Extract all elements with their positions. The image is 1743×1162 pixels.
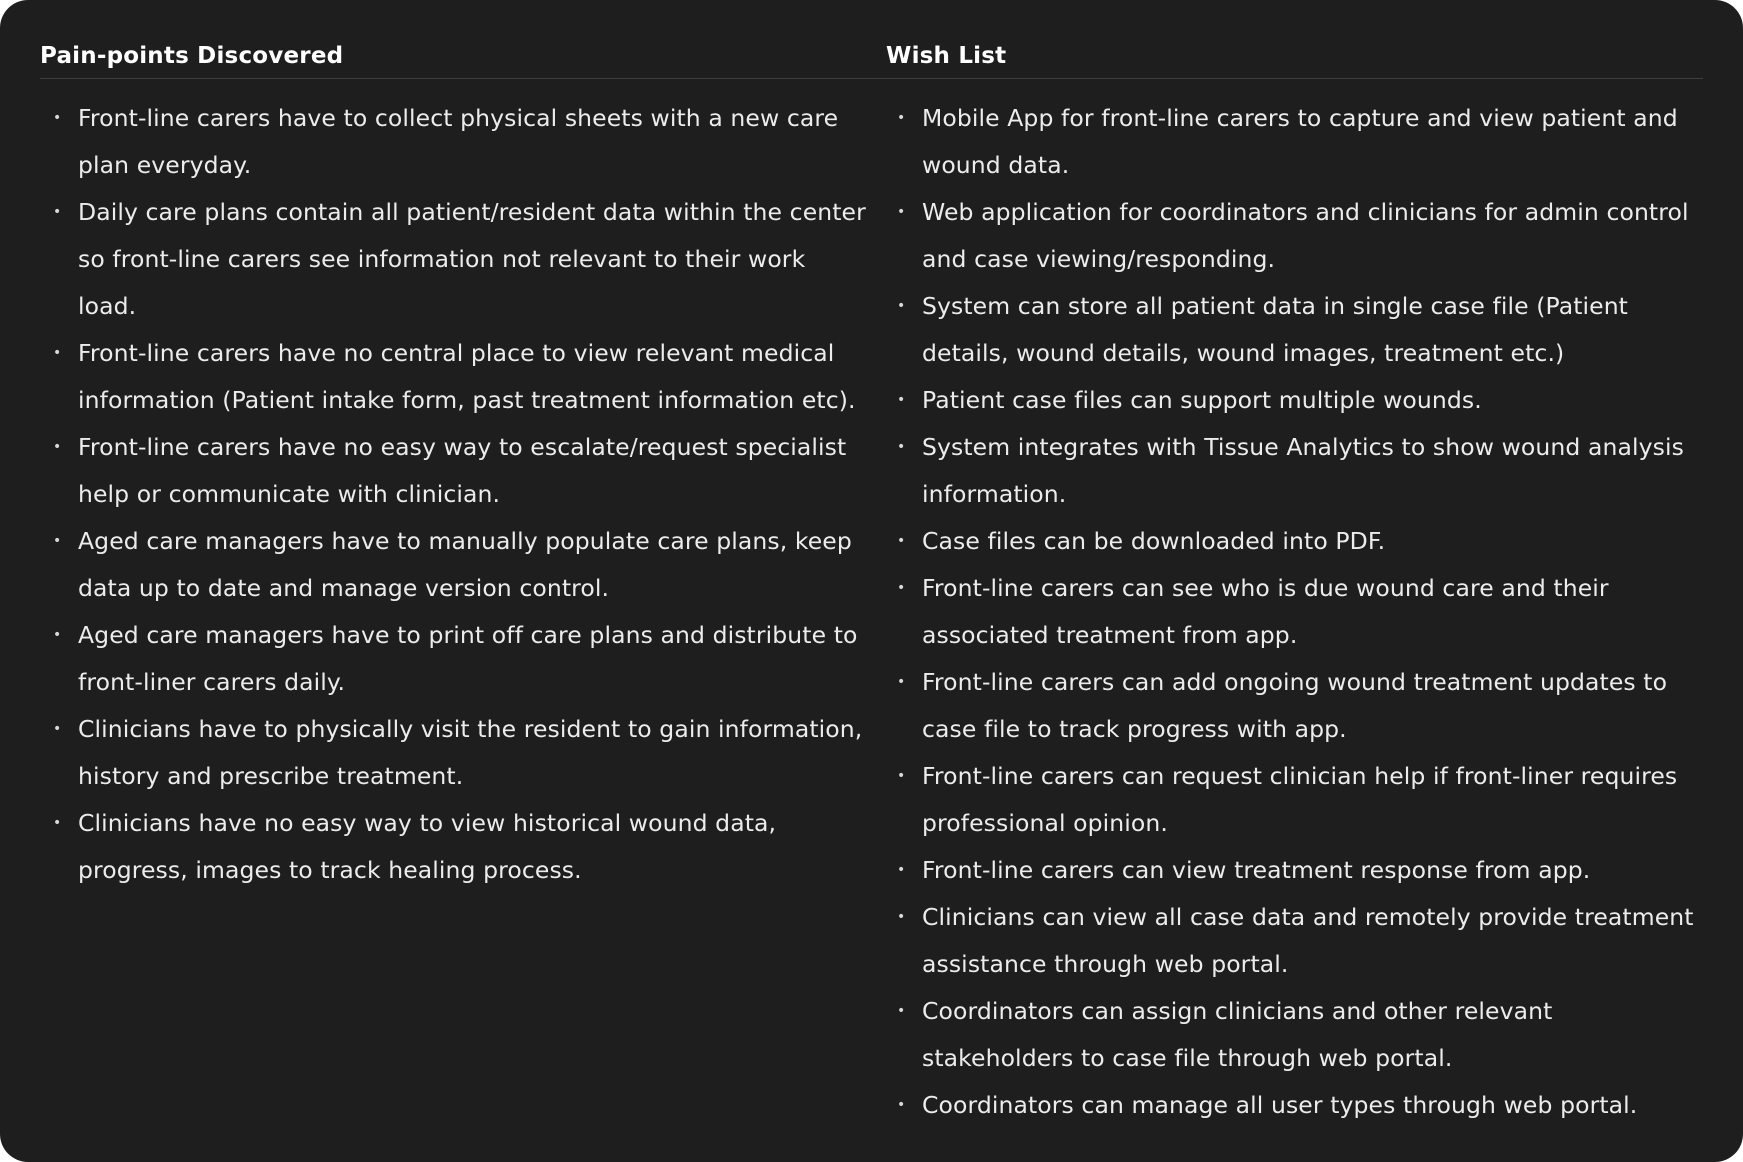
list-item	[886, 894, 1703, 988]
list-item	[886, 95, 1703, 189]
list-item	[40, 612, 866, 706]
list-item	[886, 189, 1703, 283]
bullet-icon: •	[897, 1097, 906, 1113]
wish-list-header: Wish List	[886, 40, 1703, 79]
bullet-icon: •	[53, 533, 62, 549]
bullet-icon: •	[897, 204, 906, 220]
list-item-text: Clinicians have no easy way to view historical wound data, progress, images to track healing process.	[78, 809, 777, 884]
list-item-text: Front-line carers can view treatment response from app.	[922, 856, 1591, 884]
bullet-icon: •	[53, 721, 62, 737]
bullet-icon: •	[897, 1003, 906, 1019]
pain-points-list	[40, 95, 866, 894]
bullet-icon: •	[897, 392, 906, 408]
bullet-icon: •	[897, 110, 906, 126]
list-item	[886, 753, 1703, 847]
list-item-text: Patient case files can support multiple wounds.	[922, 386, 1482, 414]
list-item-text: Coordinators can manage all user types through web portal.	[922, 1091, 1638, 1119]
bullet-icon: •	[53, 345, 62, 361]
bullet-icon: •	[53, 110, 62, 126]
bullet-icon: •	[897, 862, 906, 878]
list-item-text: Front-line carers have to collect physical sheets with a new care plan everyday.	[78, 104, 839, 179]
list-item-text: Clinicians can view all case data and remotely provide treatment assistance through web portal.	[922, 903, 1694, 978]
list-item	[40, 424, 866, 518]
wish-list-column	[886, 40, 1703, 1129]
bullet-icon: •	[897, 533, 906, 549]
list-item-text: Front-line carers have no central place to view relevant medical information (Patient intake form, past treatment information etc).	[78, 339, 856, 414]
comparison-table	[40, 40, 1703, 1129]
list-item-text: System integrates with Tissue Analytics to show wound analysis information.	[922, 433, 1684, 508]
list-item	[40, 95, 866, 189]
bullet-icon: •	[53, 439, 62, 455]
list-item	[886, 283, 1703, 377]
bullet-icon: •	[53, 627, 62, 643]
bullet-icon: •	[897, 674, 906, 690]
wish-list	[886, 95, 1703, 1129]
list-item	[886, 988, 1703, 1082]
list-item	[886, 424, 1703, 518]
list-item	[40, 189, 866, 330]
list-item-text: Aged care managers have to manually populate care plans, keep data up to date and manage version control.	[78, 527, 852, 602]
list-item-text: Front-line carers can add ongoing wound treatment updates to case file to track progress with app.	[922, 668, 1668, 743]
list-item	[886, 518, 1703, 565]
list-item	[886, 377, 1703, 424]
bullet-icon: •	[897, 909, 906, 925]
bullet-icon: •	[897, 439, 906, 455]
pain-points-column	[40, 40, 886, 1129]
list-item	[40, 330, 866, 424]
list-item-text: Clinicians have to physically visit the resident to gain information, history and prescribe treatment.	[78, 715, 863, 790]
list-item	[886, 659, 1703, 753]
bullet-icon: •	[897, 768, 906, 784]
list-item	[40, 800, 866, 894]
bullet-icon: •	[53, 204, 62, 220]
list-item	[886, 1082, 1703, 1129]
list-item	[886, 847, 1703, 894]
list-item-text: System can store all patient data in single case file (Patient details, wound details, wound images, treatment etc.)	[922, 292, 1629, 367]
pain-points-header: Pain-points Discovered	[40, 40, 886, 79]
list-item	[40, 706, 866, 800]
list-item-text: Front-line carers have no easy way to escalate/request specialist help or communicate with clinician.	[78, 433, 847, 508]
list-item-text: Case files can be downloaded into PDF.	[922, 527, 1386, 555]
bullet-icon: •	[897, 580, 906, 596]
list-item-text: Mobile App for front-line carers to capture and view patient and wound data.	[922, 104, 1678, 179]
bullet-icon: •	[897, 298, 906, 314]
list-item-text: Front-line carers can see who is due wound care and their associated treatment from app.	[922, 574, 1609, 649]
list-item-text: Web application for coordinators and clinicians for admin control and case viewing/responding.	[922, 198, 1689, 273]
list-item	[886, 565, 1703, 659]
list-item-text: Front-line carers can request clinician help if front-liner requires professional opinion.	[922, 762, 1678, 837]
list-item-text: Aged care managers have to print off care plans and distribute to front-liner carers daily.	[78, 621, 858, 696]
list-item	[40, 518, 866, 612]
bullet-icon: •	[53, 815, 62, 831]
list-item-text: Daily care plans contain all patient/resident data within the center so front-line carers see information not relevant to their work load.	[78, 198, 866, 320]
list-item-text: Coordinators can assign clinicians and other relevant stakeholders to case file through web portal.	[922, 997, 1553, 1072]
